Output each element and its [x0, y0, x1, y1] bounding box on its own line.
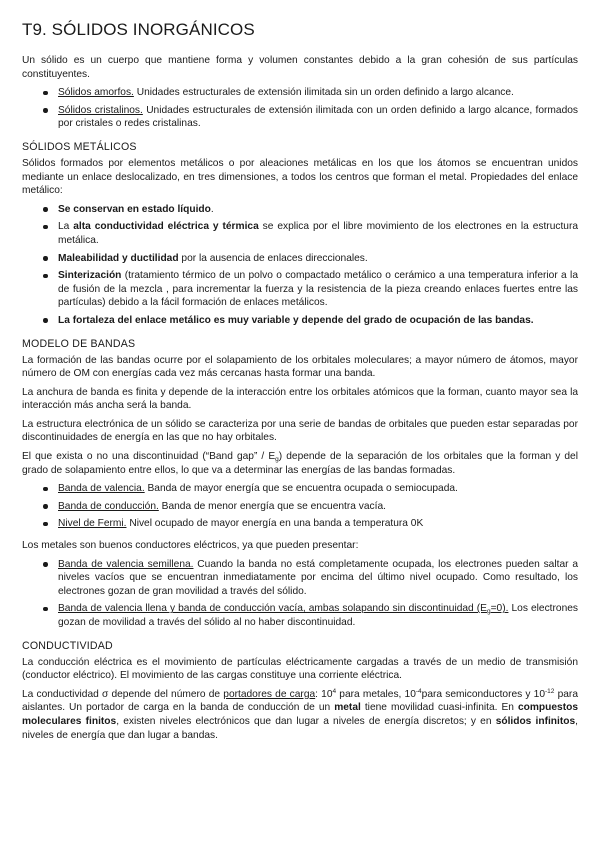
- list-item-amorphous: Sólidos amorfos. Unidades estructurales de extensión ilimitada sin un orden definido a largo alcance.: [58, 86, 578, 100]
- metals-intro: Los metales son buenos conductores eléctricos, ya que pueden presentar:: [22, 540, 359, 552]
- metals-conduction-list: [22, 558, 578, 630]
- list-item: La alta conductividad eléctrica y térmica se explica por el libre movimiento de los electrones en la estructura metálica.: [58, 221, 579, 246]
- bands-paragraph-2: La anchura de banda es finita y depende de la interacción entre los orbitales atómicos que la forman, cuanto mayor sea la interacción más ancha será la banda.: [22, 386, 578, 412]
- heading-band-model: MODELO DE BANDAS: [22, 337, 136, 350]
- heading-conductivity: CONDUCTIVIDAD: [22, 639, 113, 652]
- bands-paragraph-4: El que exista o no una discontinuidad (“Band gap” / $E_g$) depende de la separación de los orbitales que la forman y del grado de solapamiento entre ellos, lo que va a determinar las energías de las bandas formadas.: [22, 451, 578, 476]
- list-item: Banda de conducción. Banda de menor energía que se encuentra vacía.: [58, 500, 578, 514]
- heading-metallic-solids: SÓLIDOS METÁLICOS: [22, 140, 137, 153]
- conductivity-paragraph-1: La conducción eléctrica es el movimiento de partículas eléctricamente cargadas a través de un medio de transmisión (conductor eléctrico). El movimiento de las cargas constituye una corriente eléctrica.: [22, 656, 578, 682]
- term-crystalline: Sólidos cristalinos.: [58, 104, 143, 116]
- metallic-properties-list: [22, 203, 578, 328]
- list-item: Sinterización (tratamiento térmico de un polvo o compactado metálico o cerámico a una temperatura inferior a la de fusión de la mezcla , para incrementar la fuerza y la resistencia de la pieza creando enlaces fuertes entre las partículas) debido a la fácil formación de enlaces metálicos.: [58, 270, 578, 309]
- list-item: Maleabilidad y ductilidad por la ausencia de enlaces direccionales.: [58, 252, 578, 266]
- conductivity-paragraph-2: La conductividad σ depende del número de portadores de carga: $10^4$ para metales, $10^{-4}para$ semiconductores y $10^{-12}$ para aislantes. Un portador de carga en la banda de conducción de un metal tiene movilidad cuasi-infinita. En compuestos moleculares finitos, existen niveles electrónicos que dan lugar a niveles de energía discretos; y en sólidos infinitos, niveles de energía que dan lugar a bandas.: [22, 687, 578, 741]
- metallic-intro: Sólidos formados por elementos metálicos o por aleaciones metálicas en los que los átomos se encuentran unidos mediante un enlace deslocalizado, en tres dimensiones, a todos los centros que forman el metal. Propiedades del enlace metálico:: [22, 157, 578, 197]
- bands-definitions-list: [22, 482, 578, 531]
- term-amorphous: Sólidos amorfos.: [58, 87, 134, 99]
- bands-paragraph-1: La formación de las bandas ocurre por el solapamiento de los orbitales moleculares; a mayor número de átomos, mayor número de OM con energías cada vez más cercanas hasta formar una banda.: [22, 354, 578, 380]
- list-item: La fortaleza del enlace metálico es muy variable y depende del grado de ocupación de las bandas.: [58, 314, 578, 328]
- list-item: Banda de valencia semillena. Cuando la banda no está completamente ocupada, los electrones pueden saltar a niveles vacíos que se encuentran inmediatamente por encima del último nivel ocupado. Como resultado, los electrones gozan de gran movilidad a través del sólido.: [58, 558, 578, 597]
- page-title: T9. SÓLIDOS INORGÁNICOS: [22, 20, 255, 39]
- solid-types-list: [22, 86, 578, 131]
- list-item: Banda de valencia llena y banda de conducción vacía, ambas solapando sin discontinuidad $(E_g=0)$. Los electrones gozan de movilidad a través del sólido al no haber discontinuidad.: [58, 603, 578, 628]
- list-item: Nivel de Fermi. Nivel ocupado de mayor energía en una banda a temperatura 0K: [58, 517, 578, 531]
- list-item: Se conservan en estado líquido.: [58, 203, 578, 217]
- bands-paragraph-3: La estructura electrónica de un sólido se caracteriza por una serie de bandas de orbitales que pueden estar separadas por discontinuidades de energía en las que no hay orbitales.: [22, 418, 578, 444]
- list-item-crystalline: Sólidos cristalinos. Unidades estructurales de extensión ilimitada con un orden definido a largo alcance, formados por cristales o redes cristalinas.: [58, 104, 578, 130]
- intro-paragraph: Un sólido es un cuerpo que mantiene forma y volumen constantes debido a la gran cohesión de sus partículas constituyentes.: [22, 55, 578, 80]
- list-item: Banda de valencia. Banda de mayor energía que se encuentra ocupada o semiocupada.: [58, 482, 578, 496]
